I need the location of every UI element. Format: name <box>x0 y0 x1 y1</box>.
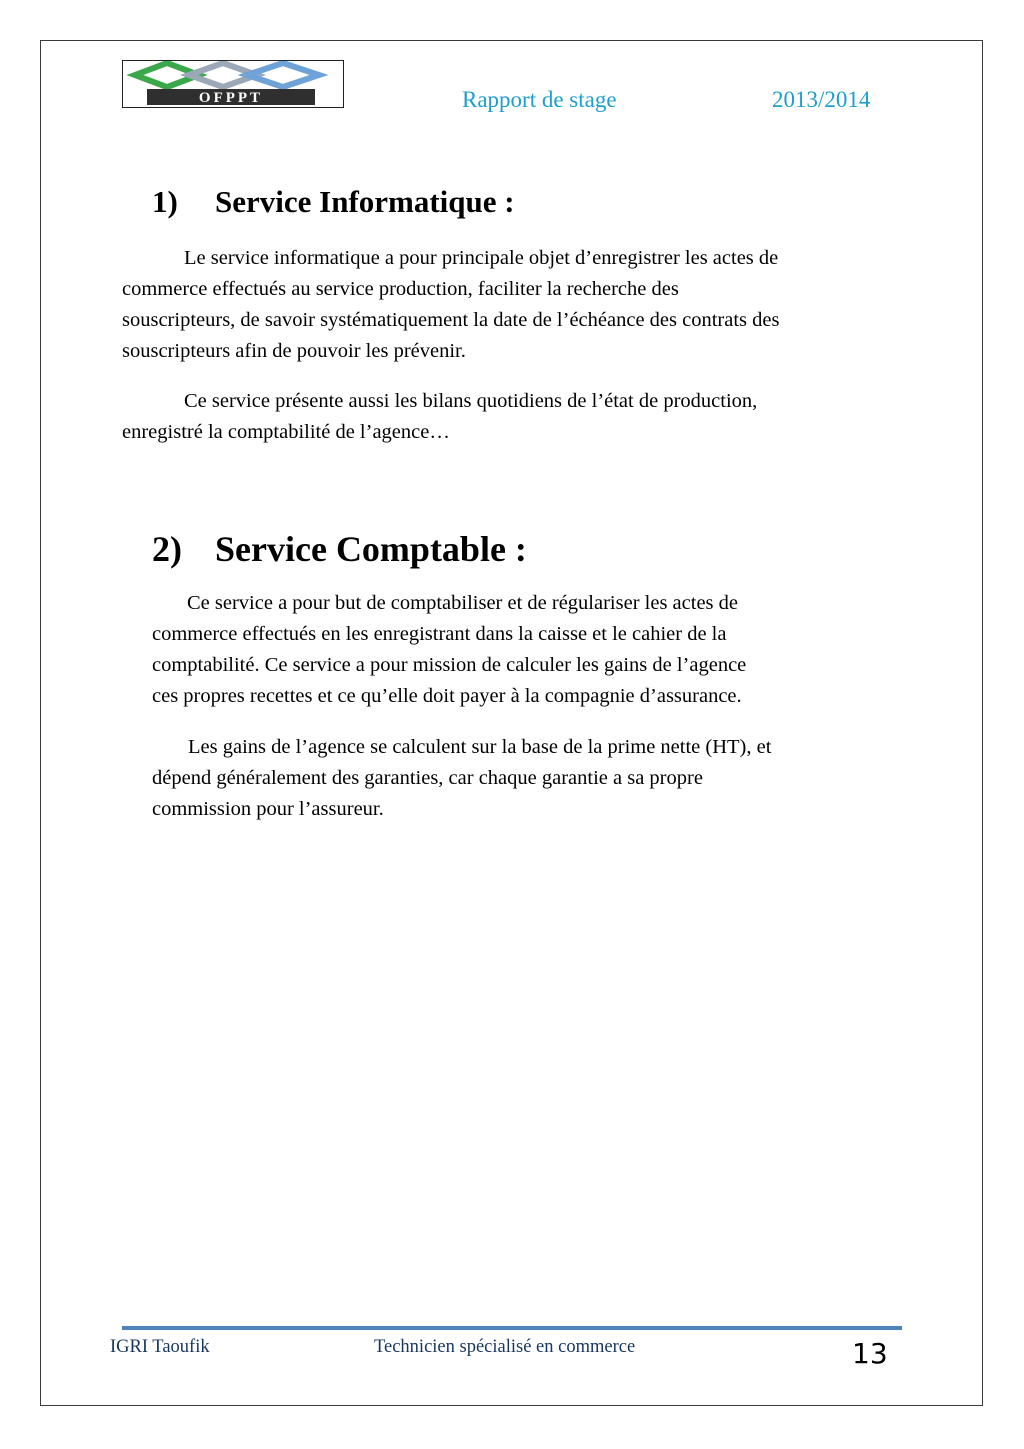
paragraph-line: enregistré la comptabilité de l’agence… <box>122 421 450 443</box>
paragraph-line: commerce effectués au service production, faciliter la recherche des <box>122 278 679 300</box>
paragraph <box>152 732 892 825</box>
section-heading <box>152 527 527 571</box>
paragraph-line: Ce service a pour but de comptabiliser et de régulariser les actes de <box>187 592 738 614</box>
page-number: 13 <box>852 1337 888 1370</box>
paragraph-line: commission pour l’assureur. <box>152 798 384 820</box>
ofppt-logo <box>122 60 344 108</box>
paragraph-line: Les gains de l’agence se calculent sur la base de la prime nette (HT), et <box>188 736 772 758</box>
paragraph <box>122 386 912 448</box>
footer-role: Technicien spécialisé en commerce <box>374 1337 636 1357</box>
paragraph-line: Le service informatique a pour principale objet d’enregistrer les actes de <box>184 247 779 269</box>
paragraph-line: comptabilité. Ce service a pour mission de calculer les gains de l’agence <box>152 654 747 676</box>
paragraph-line: dépend généralement des garanties, car chaque garantie a sa propre <box>152 767 703 789</box>
paragraph <box>152 588 892 712</box>
ofppt-logo-graphic <box>123 61 343 107</box>
section-number: 1) <box>152 184 178 219</box>
paragraph-line: commerce effectués en les enregistrant dans la caisse et le cahier de la <box>152 623 727 645</box>
header-year: 2013/2014 <box>772 87 871 112</box>
paragraph-line: souscripteurs afin de pouvoir les prévenir. <box>122 340 466 362</box>
footer-author: IGRI Taoufik <box>110 1337 210 1357</box>
section-number: 2) <box>152 529 182 569</box>
section-heading <box>152 183 515 221</box>
section-title: Service Comptable : <box>215 529 527 569</box>
footer-rule <box>122 1326 902 1330</box>
paragraph-line: souscripteurs, de savoir systématiquement la date de l’échéance des contrats des <box>122 309 780 331</box>
paragraph-line: Ce service présente aussi les bilans quotidiens de l’état de production, <box>184 390 758 412</box>
logo-text: OFPPT <box>198 90 264 106</box>
paragraph-line: ces propres recettes et ce qu’elle doit payer à la compagnie d’assurance. <box>152 685 742 707</box>
section-title: Service Informatique : <box>215 184 515 219</box>
paragraph <box>122 243 912 367</box>
header-title: Rapport de stage <box>462 87 617 112</box>
